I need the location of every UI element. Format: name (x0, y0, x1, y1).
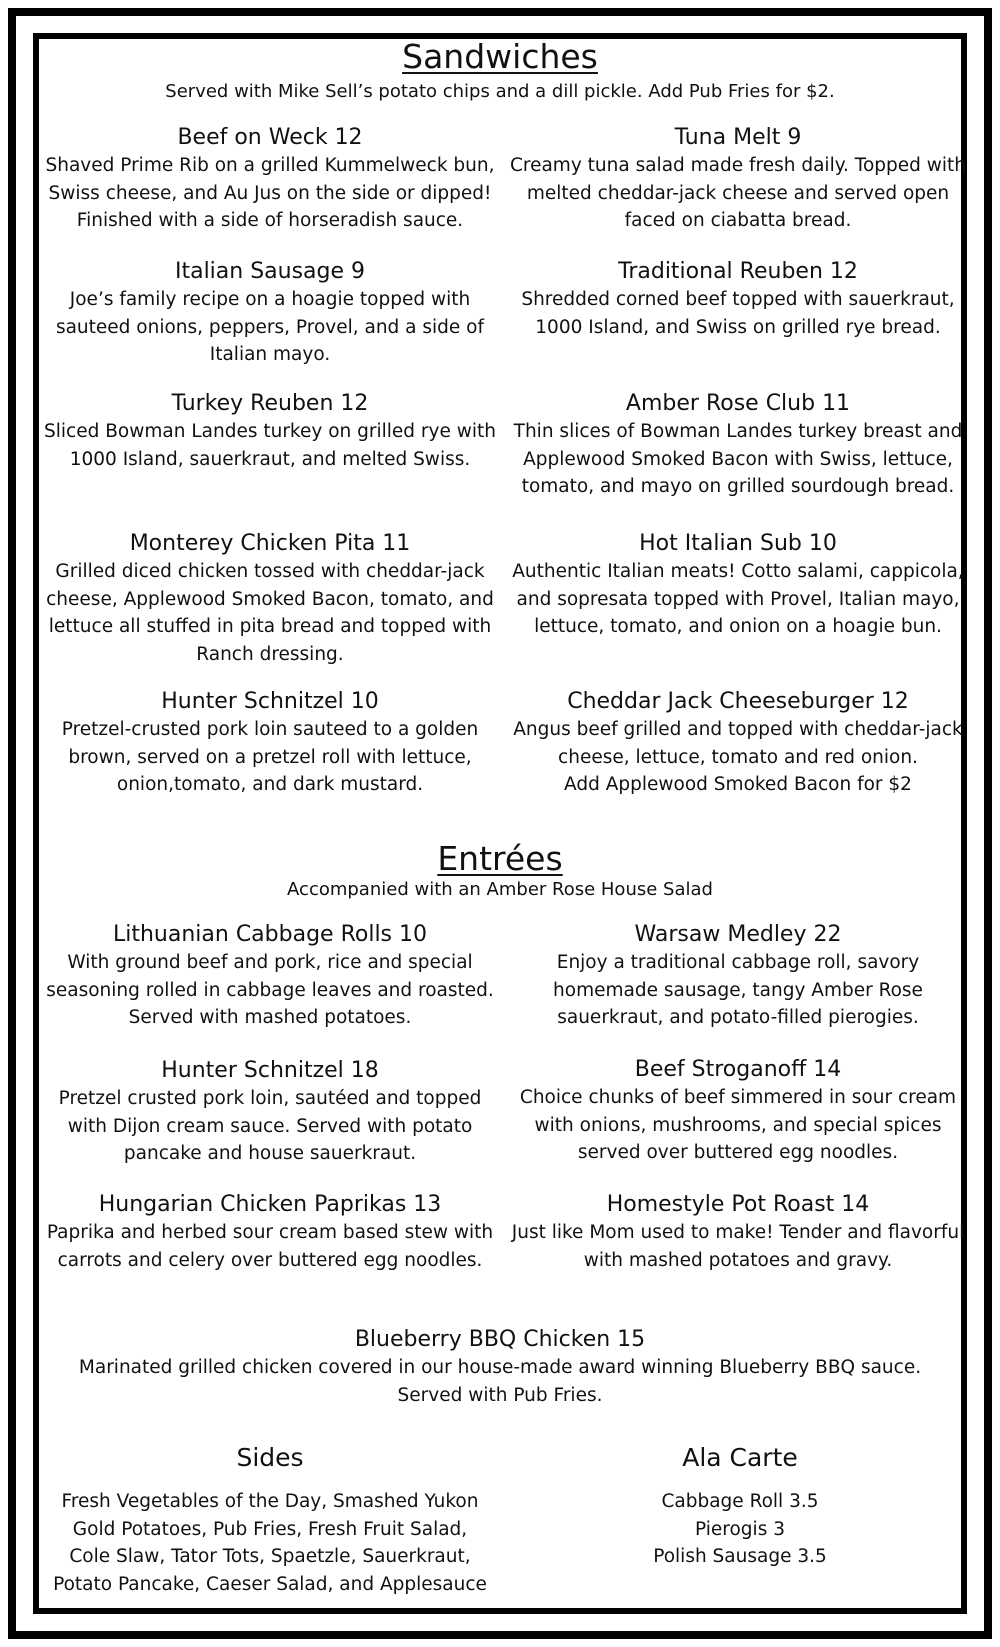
item-description: Sliced Bowman Landes turkey on grilled rye with 1000 Island, sauerkraut, and melted Swiss. (44, 421, 496, 470)
item-name: Monterey Chicken Pita 11 (129, 531, 411, 556)
item-description: Authentic Italian meats! Cotto salami, cappicola, and sopresata topped with Provel, Italian mayo, lettuce, tomato, and onion on a hoagie bun. (512, 561, 964, 637)
item-name: Turkey Reuben 12 (171, 391, 369, 416)
item-description (508, 716, 968, 799)
item-name: Amber Rose Club 11 (625, 391, 851, 416)
item-description: Pretzel-crusted pork loin sauteed to a golden brown, served on a pretzel roll with lettuce, onion,tomato, and dark mustard. (61, 719, 479, 795)
menu-item (40, 124, 500, 235)
menu-item (508, 1191, 968, 1274)
item-name: Hot Italian Sub 10 (639, 531, 837, 556)
item-name: Warsaw Medley 22 (634, 922, 842, 947)
ala-carte-item: Pierogis 3 (695, 1518, 785, 1540)
sides-line: Fresh Vegetables of the Day, Smashed Yukon (61, 1491, 479, 1512)
item-description: Choice chunks of beef simmered in sour cream with onions, mushrooms, and special spices served over buttered egg noodles. (519, 1087, 957, 1163)
item-description (40, 1354, 960, 1409)
menu-item (508, 390, 968, 501)
item-extra-note: Add Applewood Smoked Bacon for $2 (564, 774, 912, 795)
menu-item (40, 1326, 960, 1409)
sandwiches-heading: Sandwiches (402, 37, 598, 76)
item-name: Beef Stroganoff 14 (634, 1057, 842, 1082)
menu-item (40, 688, 500, 799)
ala-carte-heading: Ala Carte (682, 1443, 798, 1472)
item-description: With ground beef and pork, rice and special seasoning rolled in cabbage leaves and roasted. Served with mashed potatoes. (46, 952, 494, 1028)
menu-item (508, 921, 968, 1032)
item-description: Joe’s family recipe on a hoagie topped with sauteed onions, peppers, Provel, and a side of Italian mayo. (55, 289, 485, 365)
item-description: Thin slices of Bowman Landes turkey breast and Applewood Smoked Bacon with Swiss, lettuce, tomato, and mayo on grilled sourdough bread. (513, 421, 963, 497)
item-description: Grilled diced chicken tossed with cheddar-jack cheese, Applewood Smoked Bacon, tomato, and lettuce all stuffed in pita bread and topped with Ranch dressing. (46, 561, 494, 665)
item-description-text: Angus beef grilled and topped with cheddar-jack cheese, lettuce, tomato and red onion. (513, 719, 963, 768)
menu-item (508, 124, 968, 235)
item-name: Cheddar Jack Cheeseburger 12 (567, 689, 909, 714)
item-description: Pretzel crusted pork loin, sautéed and topped with Dijon cream sauce. Served with potato pancake and house sauerkraut. (58, 1088, 482, 1164)
item-description: Enjoy a traditional cabbage roll, savory homemade sausage, tangy Amber Rose sauerkraut, and potato-filled pierogies. (553, 952, 923, 1028)
sides-line: Potato Pancake, Caeser Salad, and Applesauce (53, 1573, 487, 1595)
item-description: Creamy tuna salad made fresh daily. Topped with melted cheddar-jack cheese and served open faced on ciabatta bread. (509, 155, 967, 231)
sides-heading: Sides (236, 1443, 304, 1472)
item-name: Lithuanian Cabbage Rolls 10 (112, 922, 427, 947)
menu-item (508, 688, 968, 799)
menu-item (40, 1191, 500, 1274)
item-description: Just like Mom used to make! Tender and flavorful with mashed potatoes and gravy. (511, 1222, 965, 1271)
item-name: Beef on Weck 12 (177, 125, 363, 150)
sides-line: Cole Slaw, Tator Tots, Spaetzle, Sauerkraut, (69, 1546, 471, 1567)
menu-item (40, 921, 500, 1032)
menu-item (40, 390, 500, 473)
ala-carte-item: Cabbage Roll 3.5 (661, 1491, 819, 1512)
menu-item (508, 258, 968, 341)
menu-item (508, 1056, 968, 1167)
item-name: Hunter Schnitzel 10 (161, 689, 379, 714)
menu-item (40, 530, 500, 668)
menu-item (508, 530, 968, 641)
item-name: Homestyle Pot Roast 14 (606, 1192, 870, 1217)
item-description: Paprika and herbed sour cream based stew with carrots and celery over buttered egg noodles. (46, 1222, 494, 1271)
sandwiches-subtitle: Served with Mike Sell’s potato chips and a dill pickle. Add Pub Fries for $2. (165, 81, 835, 102)
item-description-text: Marinated grilled chicken covered in our house-made award winning Blueberry BBQ sauce. (78, 1357, 922, 1378)
entrees-subtitle: Accompanied with an Amber Rose House Salad (287, 879, 713, 900)
menu-item (40, 258, 500, 369)
item-description-text-2: Served with Pub Fries. (397, 1384, 603, 1406)
item-description: Shredded corned beef topped with sauerkraut, 1000 Island, and Swiss on grilled rye bread. (521, 289, 955, 338)
item-name: Italian Sausage 9 (174, 259, 366, 284)
entrees-heading: Entrées (437, 839, 563, 878)
menu-item (40, 1057, 500, 1168)
item-name: Hungarian Chicken Paprikas 13 (98, 1192, 442, 1217)
sides-line: Gold Potatoes, Pub Fries, Fresh Fruit Salad, (72, 1518, 468, 1540)
sides-list (40, 1488, 500, 1598)
ala-carte-list (580, 1488, 900, 1571)
item-name: Traditional Reuben 12 (618, 259, 858, 284)
item-name: Hunter Schnitzel 18 (161, 1058, 379, 1083)
item-description: Shaved Prime Rib on a grilled Kummelweck bun, Swiss cheese, and Au Jus on the side or dipped! Finished with a side of horseradish sauce. (45, 155, 495, 231)
item-name: Tuna Melt 9 (674, 125, 802, 150)
ala-carte-item: Polish Sausage 3.5 (653, 1546, 827, 1567)
item-name: Blueberry BBQ Chicken 15 (354, 1327, 646, 1352)
